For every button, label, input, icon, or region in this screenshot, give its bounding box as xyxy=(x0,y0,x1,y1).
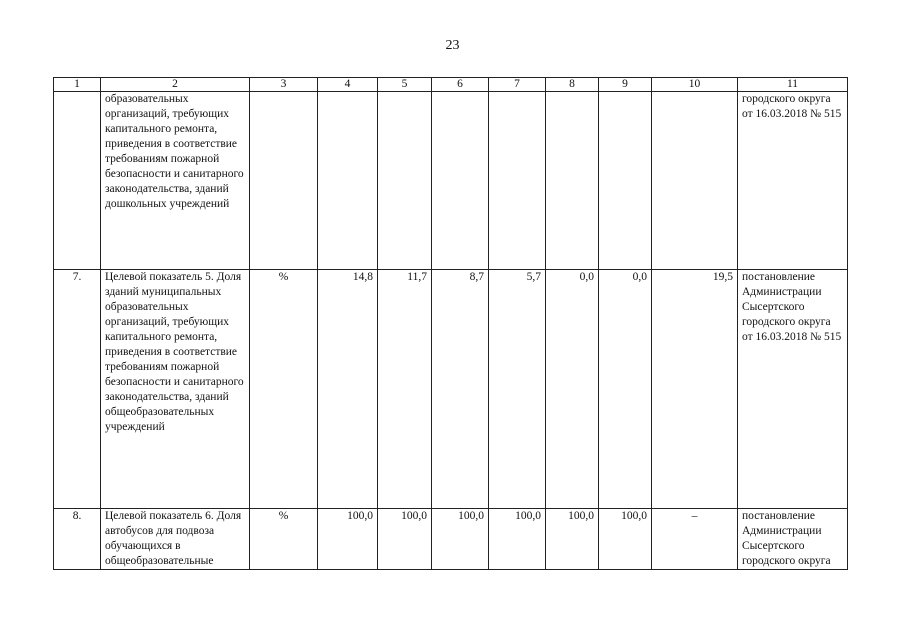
value-col-6: 100,0 xyxy=(432,509,489,570)
value-col-9: 0,0 xyxy=(599,270,652,509)
value-col-6: 8,7 xyxy=(432,270,489,509)
value-col-10: 19,5 xyxy=(652,270,738,509)
value-col-4 xyxy=(318,92,378,270)
value-col-4: 100,0 xyxy=(318,509,378,570)
row-number: 7. xyxy=(54,270,101,509)
source-document: постановление Администрации Сысертского городского округа от 16.03.2018 № 515 xyxy=(738,270,848,509)
value-col-10: – xyxy=(652,509,738,570)
table-header-row xyxy=(54,78,848,92)
unit: % xyxy=(250,270,318,509)
column-header: 1 xyxy=(54,78,101,92)
column-header: 3 xyxy=(250,78,318,92)
value-col-8: 100,0 xyxy=(546,509,599,570)
indicators-table xyxy=(53,77,848,570)
column-header: 8 xyxy=(546,78,599,92)
column-header: 11 xyxy=(738,78,848,92)
value-col-8: 0,0 xyxy=(546,270,599,509)
indicator-name: Целевой показатель 5. Доля зданий муниципальных образовательных организаций, требующих капитального ремонта, приведения в соответствие требованиям пожарной безопасности и санитарного законодательства, зданий общеобразовательных учреждений xyxy=(101,270,250,509)
row-number xyxy=(54,92,101,270)
column-header: 4 xyxy=(318,78,378,92)
table-row xyxy=(54,509,848,570)
value-col-5 xyxy=(378,92,432,270)
page-number: 23 xyxy=(445,38,460,53)
value-col-7 xyxy=(489,92,546,270)
indicator-name: Целевой показатель 6. Доля автобусов для подвоза обучающихся в общеобразовательные xyxy=(101,509,250,570)
value-col-8 xyxy=(546,92,599,270)
column-header: 7 xyxy=(489,78,546,92)
value-col-9: 100,0 xyxy=(599,509,652,570)
source-document: постановление Администрации Сысертского городского округа xyxy=(738,509,848,570)
column-header: 6 xyxy=(432,78,489,92)
value-col-5: 11,7 xyxy=(378,270,432,509)
column-header: 5 xyxy=(378,78,432,92)
value-col-7: 5,7 xyxy=(489,270,546,509)
value-col-7: 100,0 xyxy=(489,509,546,570)
column-header: 2 xyxy=(101,78,250,92)
value-col-9 xyxy=(599,92,652,270)
indicator-name: образовательных организаций, требующих капитального ремонта, приведения в соответствие требованиям пожарной безопасности и санитарного законодательства, зданий дошкольных учреждений xyxy=(101,92,250,270)
unit xyxy=(250,92,318,270)
table-row xyxy=(54,270,848,509)
table-row xyxy=(54,92,848,270)
column-header: 9 xyxy=(599,78,652,92)
value-col-6 xyxy=(432,92,489,270)
unit: % xyxy=(250,509,318,570)
column-header: 10 xyxy=(652,78,738,92)
row-number: 8. xyxy=(54,509,101,570)
value-col-4: 14,8 xyxy=(318,270,378,509)
value-col-5: 100,0 xyxy=(378,509,432,570)
source-document: городского округа от 16.03.2018 № 515 xyxy=(738,92,848,270)
value-col-10 xyxy=(652,92,738,270)
